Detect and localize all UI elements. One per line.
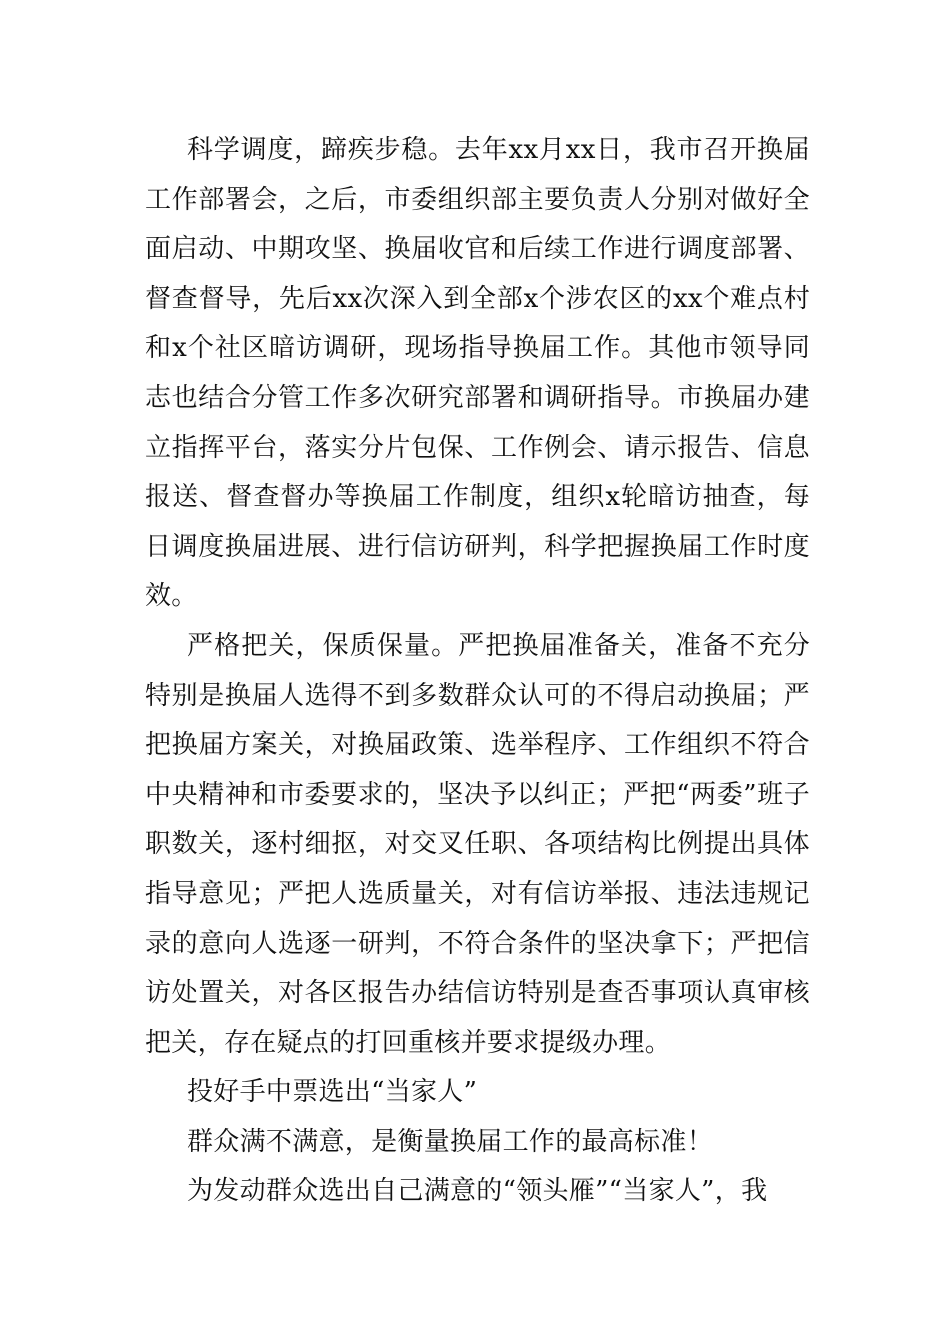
section-heading: 投好手中票选出“当家人” xyxy=(187,1077,478,1108)
paragraph-scientific-scheduling: 科学调度，蹄疾步稳。去年xx月xx日，我市召开换届工作部署会，之后，市委组织部主要负责人分别对做好全面启动、中期攻坚、换届收官和后续工作进行调度部署、督查督导，先后xx次深入到全部x个涉农区的xx个难点村和x个社区暗访调研，现场指导换届工作。其他市领导同志也结合分管工作多次研究部署和调研指导。市换届办建立指挥平台，落实分片包保、工作例会、请示报告、信息报送、督查督办等换届工作制度，组织x轮暗访抽查，每日调度换届进展、进行信访研判，科学把握换届工作时度效。 xyxy=(145,135,810,612)
paragraph-closing-fragment: 为发动群众选出自己满意的“领头雁”“当家人”，我 xyxy=(187,1176,768,1207)
document-body xyxy=(145,126,810,1217)
statement-line: 群众满不满意，是衡量换届工作的最高标准！ xyxy=(187,1126,714,1157)
paragraph-strict-review: 严格把关，保质保量。严把换届准备关，准备不充分特别是换届人选得不到多数群众认可的不得启动换届；严把换届方案关，对换届政策、选举程序、工作组织不符合中央精神和市委要求的，坚决予以纠正；严把“两委”班子职数关，逐村细抠，对交叉任职、各项结构比例提出具体指导意见；严把人选质量关，对有信访举报、违法违规记录的意向人选逐一研判，不符合条件的坚决拿下；严把信访处置关，对各区报告办结信访特别是查否事项认真审核把关，存在疑点的打回重核并要求提级办理。 xyxy=(145,630,810,1058)
